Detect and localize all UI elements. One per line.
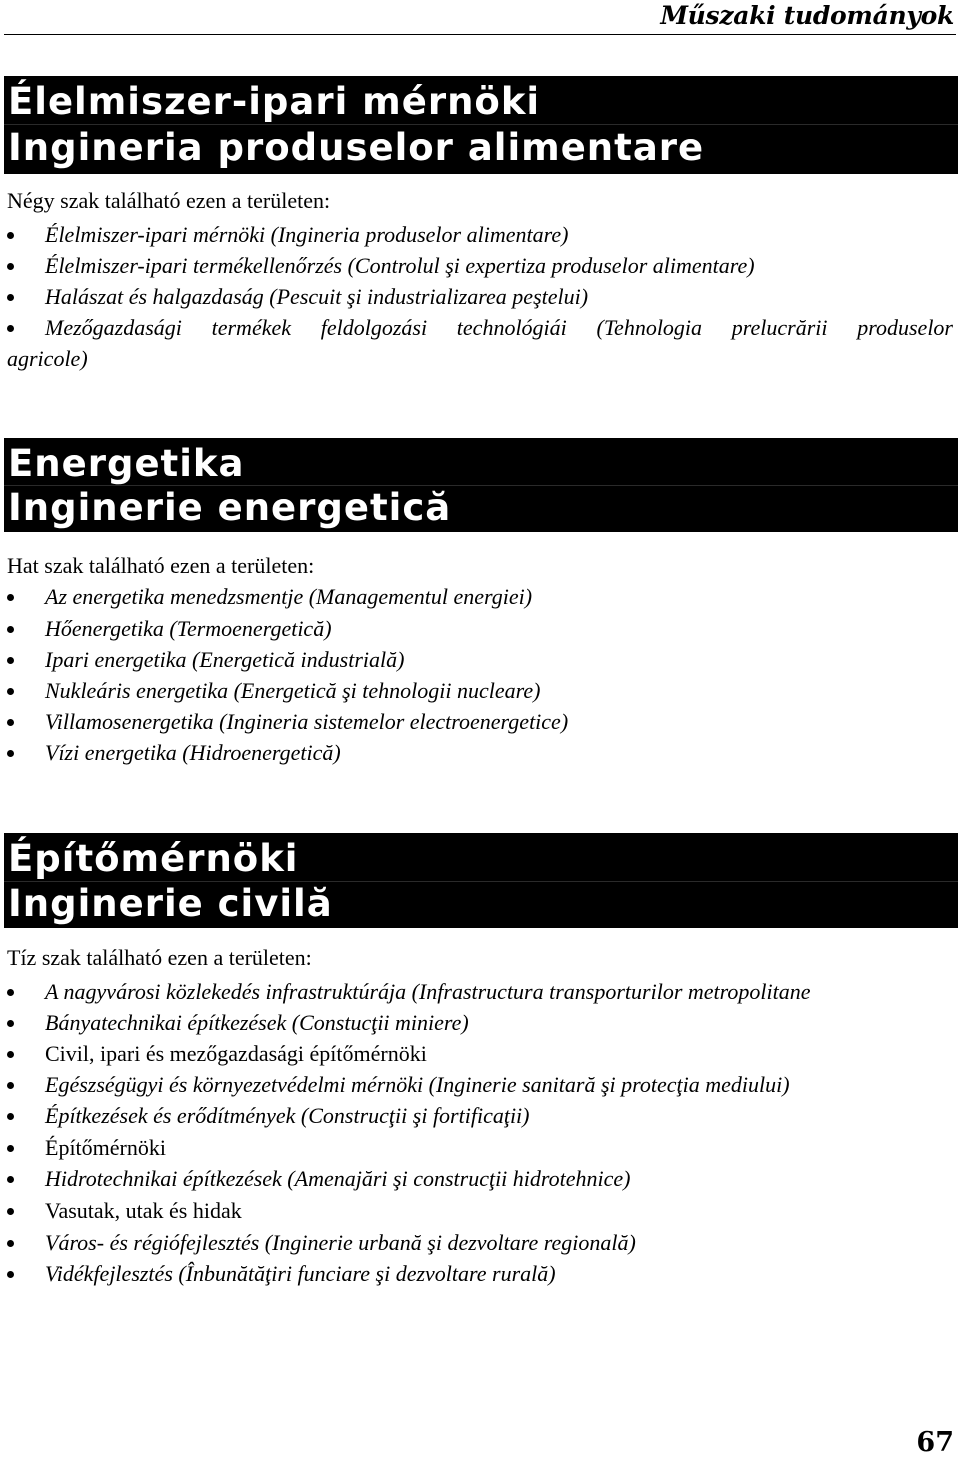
list-item-text: Halászat és halgazdaság (Pescuit şi industrializarea peştelui) <box>45 284 589 309</box>
header-divider <box>4 34 956 35</box>
list-item-text: Építkezések és erődítmények (Construcţii şi fortificaţii) <box>45 1103 530 1128</box>
list-item-text: A nagyvárosi közlekedés infrastruktúrája (Infrastructura transporturilor metropolitane <box>45 979 811 1004</box>
bullet-icon <box>7 1208 14 1215</box>
bullet-icon <box>7 626 14 633</box>
bullet-icon <box>7 294 14 301</box>
bullet-icon <box>7 1020 14 1027</box>
page-number: 67 <box>916 1427 954 1458</box>
bullet-icon <box>7 657 14 664</box>
list-item-text: Hőenergetika (Termoenergetică) <box>45 616 332 641</box>
section-title-hu: Építőmérnöki <box>8 837 299 880</box>
section-title-hu: Élelmiszer-ipari mérnöki <box>8 80 541 123</box>
list-item-text: Villamosenergetika (Ingineria sistemelor electroenergetice) <box>45 709 569 734</box>
bullet-icon <box>7 1113 14 1120</box>
list-item-text: Vízi energetika (Hidroenergetică) <box>45 740 341 765</box>
bullet-icon <box>7 989 14 996</box>
list-item-text: Élelmiszer-ipari mérnöki (Ingineria produselor alimentare) <box>45 222 569 247</box>
list-item-text: Élelmiszer-ipari termékellenőrzés (Controlul şi expertiza produselor alimentare) <box>45 253 755 278</box>
list-item-text: Civil, ipari és mezőgazdasági építőmérnöki <box>45 1041 427 1066</box>
section-intro: Tíz szak található ezen a területen: <box>7 945 312 970</box>
bullet-icon <box>7 719 14 726</box>
list-item-text: Ipari energetika (Energetică industrială) <box>45 647 405 672</box>
list-item-text: Egészségügyi és környezetvédelmi mérnöki (Inginerie sanitară şi protecţia mediului) <box>45 1072 790 1097</box>
list-item-text: Mezőgazdasági termékek feldolgozási technológiái (Tehnologia prelucrării produselor <box>45 315 953 340</box>
section-intro: Hat szak található ezen a területen: <box>7 553 315 578</box>
list-item-text: Nukleáris energetika (Energetică şi tehnologii nucleare) <box>45 678 541 703</box>
section-intro: Négy szak található ezen a területen: <box>7 188 331 213</box>
bullet-icon <box>7 1271 14 1278</box>
bullet-icon <box>7 1145 14 1152</box>
bullet-icon <box>7 232 14 239</box>
section-title-ro: Inginerie energetică <box>8 486 452 529</box>
list-item-text: Város- és régiófejlesztés (Inginerie urbană şi dezvoltare regională) <box>45 1230 636 1255</box>
list-item-continuation <box>7 346 88 372</box>
bullet-icon <box>7 1240 14 1247</box>
bullet-icon <box>7 325 14 332</box>
list-item-text: Az energetika menedzsmentje (Managementul energiei) <box>45 584 533 609</box>
list-item-text: Vasutak, utak és hidak <box>45 1198 242 1223</box>
list-item-text: Vidékfejlesztés (Înbunătăţiri funciare şi dezvoltare rurală) <box>45 1261 556 1286</box>
bullet-icon <box>7 750 14 757</box>
list-item-text: Építőmérnöki <box>45 1135 166 1160</box>
list-item-text: agricole) <box>7 346 88 371</box>
section-title-hu: Energetika <box>8 442 245 485</box>
section-title-ro: Inginerie civilă <box>8 882 333 925</box>
section-title-ro: Ingineria produselor alimentare <box>8 126 705 169</box>
bullet-icon <box>7 594 14 601</box>
bullet-icon <box>7 1176 14 1183</box>
running-header-title: Műszaki tudományok <box>660 1 954 30</box>
section-banner-food-engineering <box>4 76 958 174</box>
bullet-icon <box>7 263 14 270</box>
list-item-text: Hidrotechnikai építkezések (Amenajări şi construcţii hidrotehnice) <box>45 1166 631 1191</box>
bullet-icon <box>7 1082 14 1089</box>
bullet-icon <box>7 688 14 695</box>
list-item-text: Bányatechnikai építkezések (Constucţii miniere) <box>45 1010 469 1035</box>
bullet-icon <box>7 1051 14 1058</box>
section-banner-civil-engineering <box>4 833 958 928</box>
section-banner-energetics <box>4 438 958 532</box>
